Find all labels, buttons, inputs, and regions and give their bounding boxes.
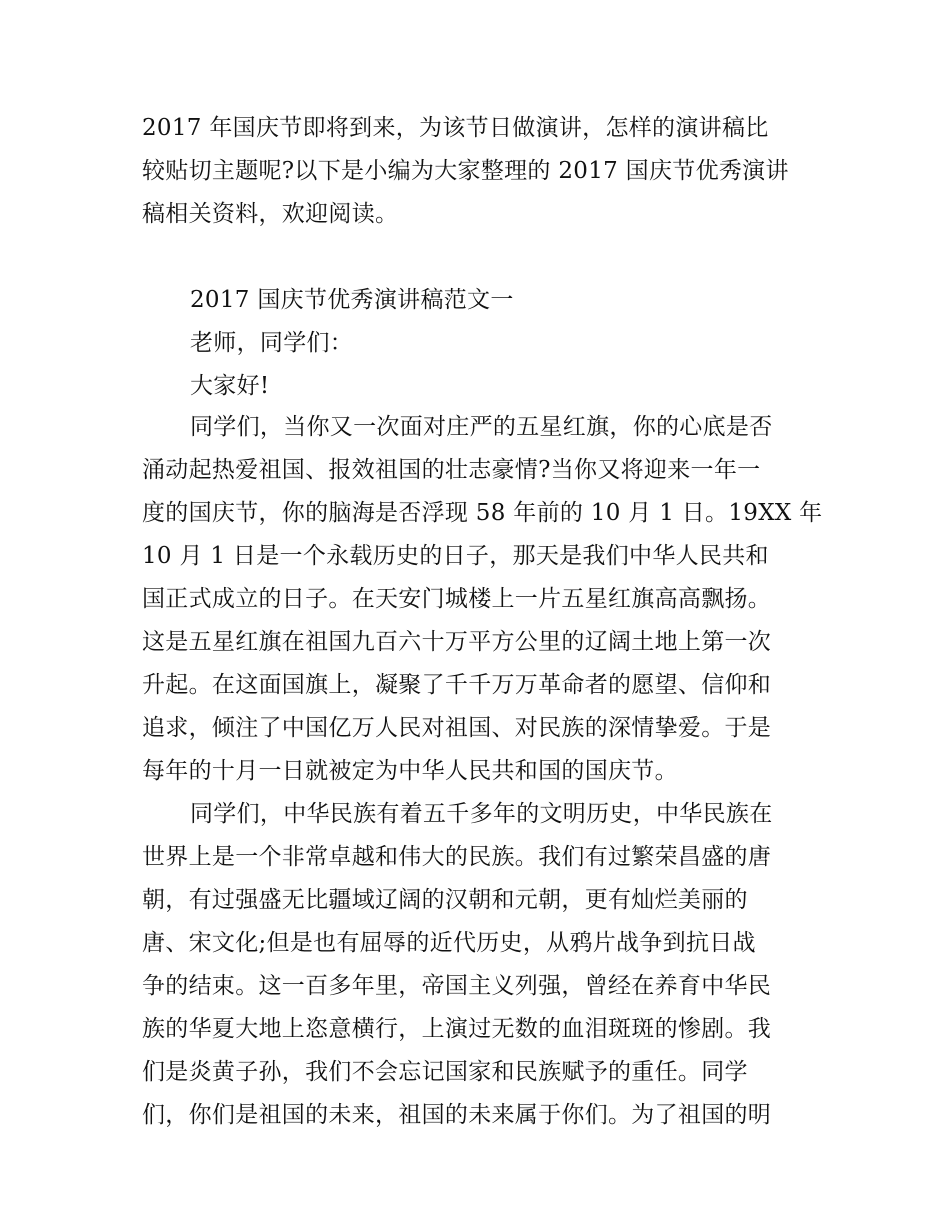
paragraph-line: 唐、宋文化;但是也有屈辱的近代历史，从鸦片战争到抗日战	[142, 930, 756, 956]
paragraph-line: 们是炎黄子孙，我们不会忘记国家和民族赋予的重任。同学	[142, 1059, 748, 1085]
paragraph-line: 10 月 1 日是一个永载历史的日子，那天是我们中华人民共和	[142, 543, 769, 569]
paragraph-line: 每年的十月一日就被定为中华人民共和国的国庆节。	[142, 758, 678, 784]
paragraph-line: 朝，有过强盛无比疆域辽阔的汉朝和元朝，更有灿烂美丽的	[142, 887, 748, 913]
paragraph-line: 同学们，中华民族有着五千多年的文明历史，中华民族在	[190, 801, 773, 827]
section-title: 2017 国庆节优秀演讲稿范文一	[190, 287, 514, 313]
paragraph-line: 追求，倾注了中国亿万人民对祖国、对民族的深情挚爱。于是	[142, 715, 772, 741]
paragraph-line: 这是五星红旗在祖国九百六十万平方公里的辽阔土地上第一次	[142, 629, 772, 655]
paragraph-line: 族的华夏大地上恣意横行，上演过无数的血泪斑斑的惨剧。我	[142, 1016, 772, 1042]
paragraph-line: 涌动起热爱祖国、报效祖国的壮志豪情?当你又将迎来一年一	[142, 457, 761, 483]
paragraph-line: 世界上是一个非常卓越和伟大的民族。我们有过繁荣昌盛的唐	[142, 844, 772, 870]
intro-line: 稿相关资料，欢迎阅读。	[142, 201, 399, 227]
greeting: 大家好!	[190, 373, 270, 399]
paragraph-line: 度的国庆节，你的脑海是否浮现 58 年前的 10 月 1 日。19XX 年	[142, 500, 823, 526]
paragraph-line: 们，你们是祖国的未来，祖国的未来属于你们。为了祖国的明	[142, 1102, 772, 1128]
salutation: 老师，同学们：	[190, 330, 354, 356]
paragraph-line: 国正式成立的日子。在天安门城楼上一片五星红旗高高飘扬。	[142, 586, 772, 612]
paragraph-line: 争的结束。这一百多年里，帝国主义列强，曾经在养育中华民	[142, 973, 772, 999]
intro-line: 较贴切主题呢?以下是小编为大家整理的 2017 国庆节优秀演讲	[142, 158, 789, 184]
paragraph-line: 同学们，当你又一次面对庄严的五星红旗，你的心底是否	[190, 414, 773, 440]
paragraph-line: 升起。在这面国旗上，凝聚了千千万万革命者的愿望、信仰和	[142, 672, 772, 698]
intro-line: 2017 年国庆节即将到来，为该节日做演讲，怎样的演讲稿比	[142, 115, 769, 141]
